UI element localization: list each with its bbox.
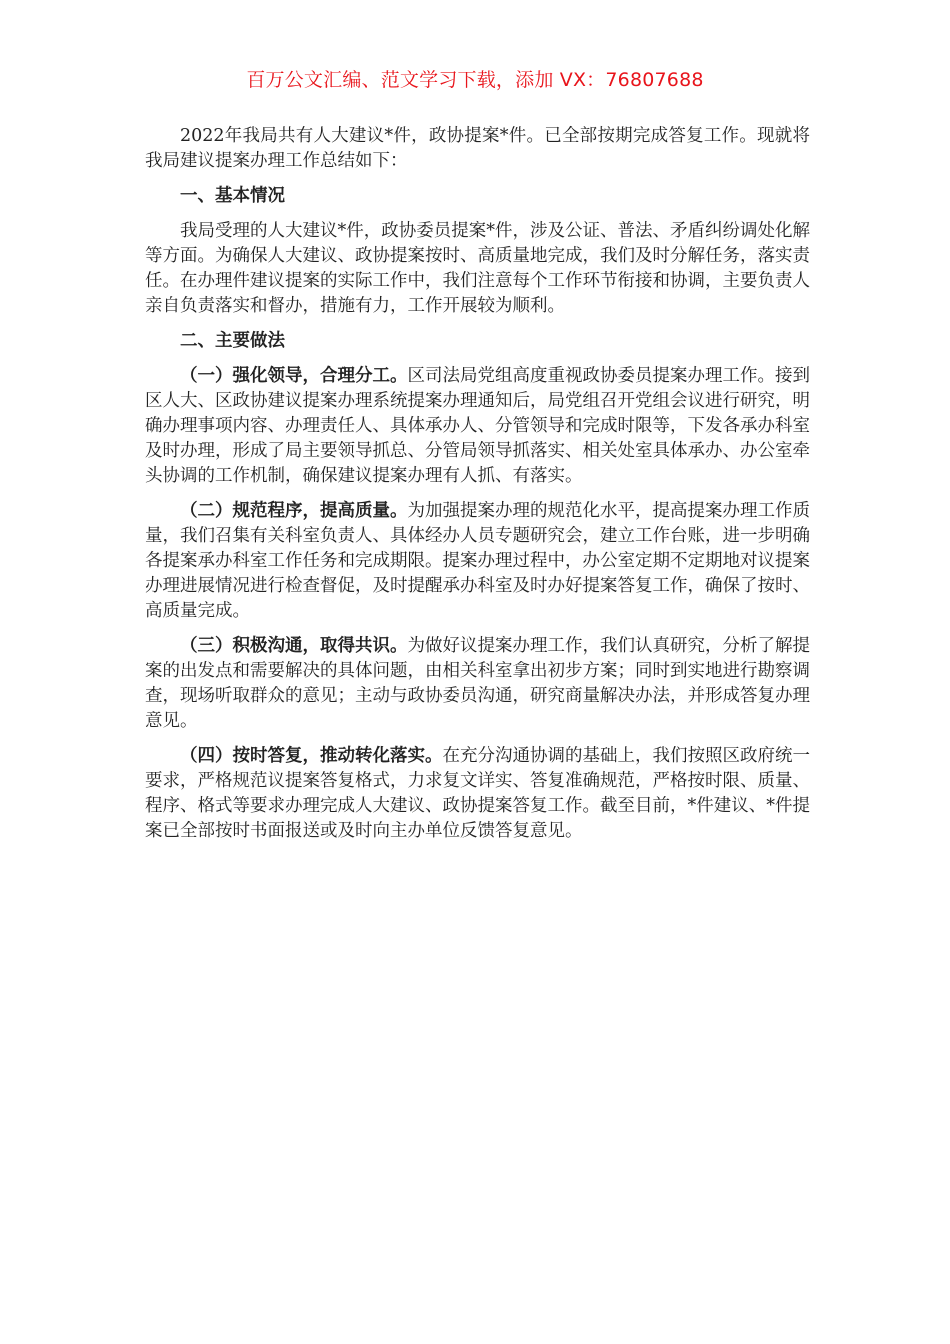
- method-paragraph-1: [145, 364, 810, 489]
- method-lead-2: （二）规范程序，提高质量。: [180, 501, 408, 521]
- method-paragraph-4: [145, 744, 810, 844]
- document-body: [145, 124, 810, 854]
- method-text-3: 为做好议提案办理工作，我们认真研究，分析了解提案的出发点和需要解决的具体问题，由相关科室拿出初步方案；同时到实地进行勘察调查，现场听取群众的意见；主动与政协委员沟通，研究商量解决办法，并形成答复办理意见。: [145, 636, 810, 731]
- method-text-2: 为加强提案办理的规范化水平，提高提案办理工作质量，我们召集有关科室负责人、具体经办人员专题研究会，建立工作台账，进一步明确各提案承办科室工作任务和完成期限。提案办理过程中，办公室定期不定期地对议提案办理进展情况进行检查督促，及时提醒承办科室及时办好提案答复工作，确保了按时、高质量完成。: [145, 501, 810, 621]
- method-lead-3: （三）积极沟通，取得共识。: [180, 636, 408, 656]
- intro-paragraph: 2022年我局共有人大建议*件，政协提案*件。已全部按期完成答复工作。现就将我局建议提案办理工作总结如下：: [145, 126, 810, 171]
- section-heading-methods: 二、主要做法: [180, 331, 285, 351]
- section-basic-paragraph: 我局受理的人大建议*件，政协委员提案*件，涉及公证、普法、矛盾纠纷调处化解等方面。为确保人大建议、政协提案按时、高质量地完成，我们及时分解任务，落实责任。在办理件建议提案的实际工作中，我们注意每个工作环节衔接和协调，主要负责人亲自负责落实和督办，措施有力，工作开展较为顺利。: [145, 221, 810, 316]
- section-heading-basic: 一、基本情况: [180, 186, 285, 206]
- method-lead-4: （四）按时答复，推动转化落实。: [180, 746, 443, 766]
- method-paragraph-3: [145, 634, 810, 734]
- method-paragraph-2: [145, 499, 810, 624]
- method-lead-1: （一）强化领导，合理分工。: [180, 366, 408, 386]
- method-text-4: 在充分沟通协调的基础上，我们按照区政府统一要求，严格规范议提案答复格式，力求复文详实、答复准确规范，严格按时限、质量、程序、格式等要求办理完成人大建议、政协提案答复工作。截至目前，*件建议、*件提案已全部按时书面报送或及时向主办单位反馈答复意见。: [145, 746, 810, 841]
- method-text-1: 区司法局党组高度重视政协委员提案办理工作。接到区人大、区政协建议提案办理系统提案办理通知后，局党组召开党组会议进行研究，明确办理事项内容、办理责任人、具体承办人、分管领导和完成时限等，下发各承办科室及时办理，形成了局主要领导抓总、分管局领导抓落实、相关处室具体承办、办公室牵头协调的工作机制，确保建议提案办理有人抓、有落实。: [145, 366, 810, 486]
- header-watermark-text: 百万公文汇编、范文学习下载，添加 VX：76807688: [246, 69, 704, 91]
